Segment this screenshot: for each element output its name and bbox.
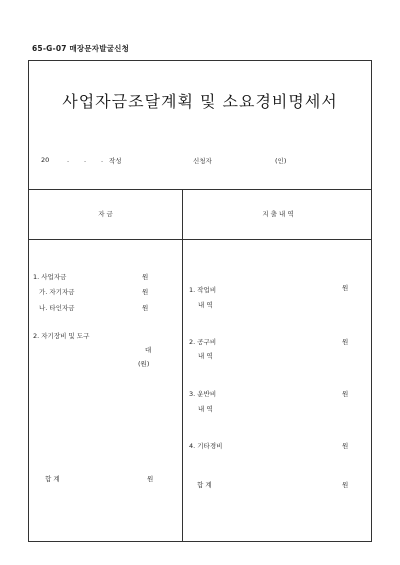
funds-header: 자 금: [98, 210, 113, 218]
exp-item-1-detail: 내 역: [198, 301, 213, 309]
funds-sub-b-unit: 원: [142, 304, 149, 312]
funds-sub-b: 나. 타인자금: [39, 304, 75, 312]
form-code: 65-G-07 매장문자발굴신청: [32, 44, 130, 53]
exp-item-3: 3. 운반비: [189, 390, 217, 398]
date-year-prefix: 20: [41, 156, 50, 164]
funds-item-2-unit-2: (원): [138, 360, 150, 368]
exp-item-4-unit: 원: [342, 442, 349, 450]
divider-header: [29, 239, 371, 240]
funds-item-2-unit-1: 대: [145, 346, 152, 354]
exp-total-label: 합 계: [197, 481, 212, 489]
funds-item-2: 2. 자기장비 및 도구: [33, 332, 90, 340]
exp-item-3-detail: 내 역: [198, 405, 213, 413]
date-sep-3: .: [101, 156, 104, 164]
date-sep-1: .: [67, 156, 70, 164]
exp-total-unit: 원: [342, 481, 349, 489]
exp-item-1: 1. 작업비: [189, 286, 217, 294]
exp-item-2-detail: 내 역: [198, 352, 213, 360]
expenditure-header: 지 출 내 역: [262, 210, 294, 218]
form-frame: [28, 60, 372, 542]
funds-sub-a-unit: 원: [142, 288, 149, 296]
divider-top: [29, 189, 371, 190]
funds-total-unit: 원: [147, 475, 154, 483]
funds-total-label: 합 계: [45, 475, 60, 483]
date-sep-2: .: [84, 156, 87, 164]
funds-item-1-unit: 원: [142, 273, 149, 281]
seal-label: (인): [275, 157, 287, 165]
exp-item-2: 2. 공구비: [189, 338, 217, 346]
funds-item-1: 1. 사업자금: [33, 273, 67, 281]
funds-sub-a: 가. 자기자금: [39, 288, 75, 296]
exp-item-1-unit: 원: [342, 284, 349, 292]
exp-item-2-unit: 원: [342, 338, 349, 346]
form-title: 사업자금조달계획 및 소요경비명세서: [62, 92, 338, 111]
exp-item-3-unit: 원: [342, 390, 349, 398]
column-divider: [182, 189, 183, 541]
applicant-label: 신청자: [193, 157, 212, 165]
written-label: 작성: [109, 157, 122, 165]
exp-item-4: 4. 기타경비: [189, 442, 223, 450]
